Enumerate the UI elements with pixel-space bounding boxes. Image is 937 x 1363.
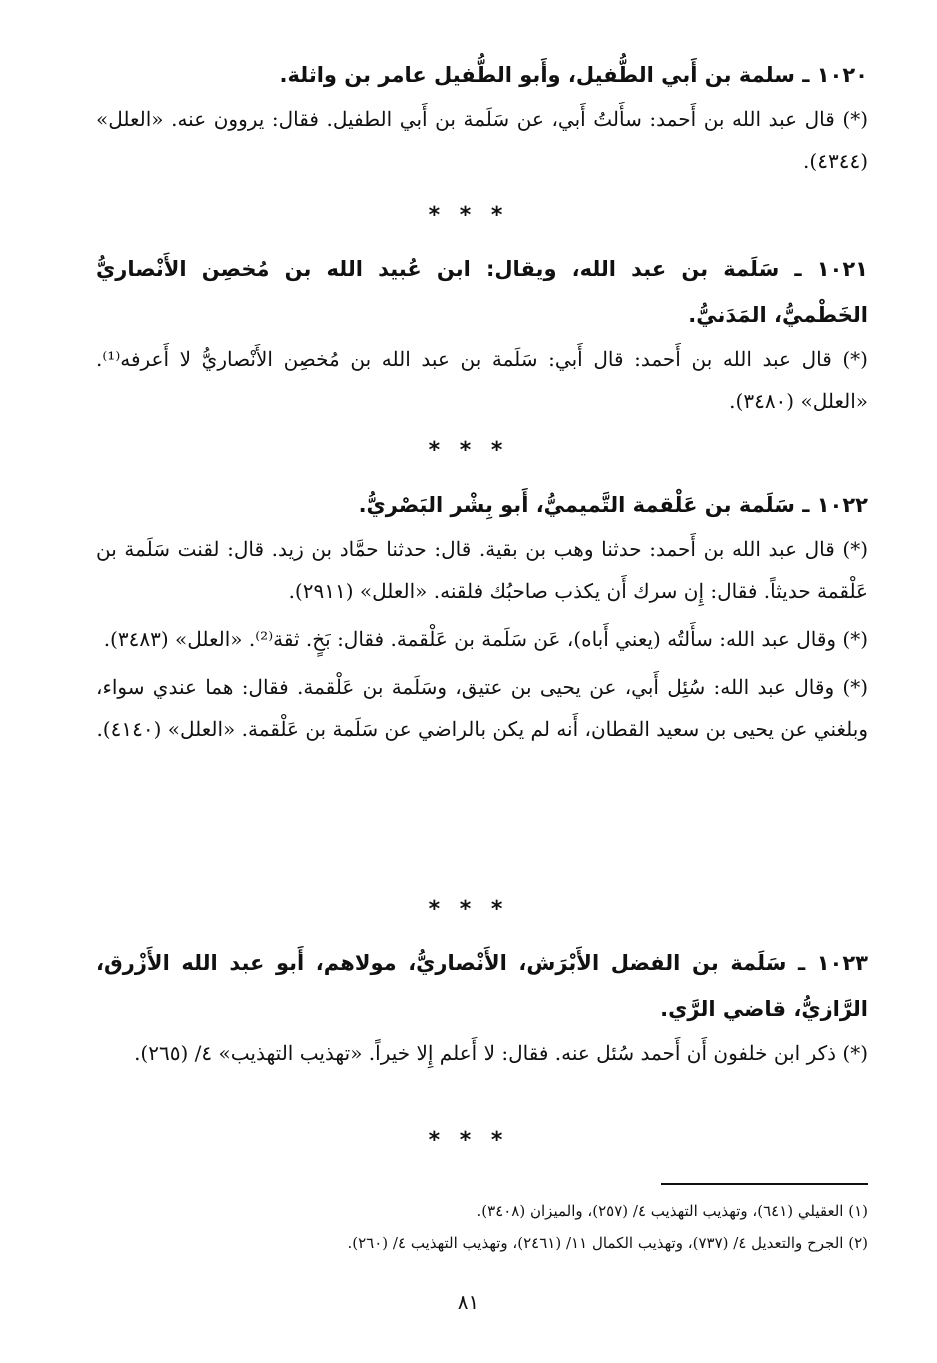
entry-1021 [96,246,868,422]
entry-1023 [96,940,868,1074]
entry-heading: ١٠٢٠ ـ سلمة بن أَبي الطُّفيل، وأَبو الطُّفيل عامر بن واثلة. [279,63,868,87]
footnote-1: (١) العقيلي (٦٤١)، وتهذيب التهذيب ٤/ (٢٥٧)، والميزان (٣٤٠٨). [476,1202,868,1220]
section-separator: * * * [428,1128,509,1153]
entry-heading: ١٠٢١ ـ سَلَمة بن عبد الله، ويقال: ابن عُبيد الله بن مُخصِن الأَنْصاريُّ الخَطْميُّ، المَدَنيُّ. [96,257,868,327]
entry-paragraph: (*) وقال عبد الله: سُئِل أَبي، عن يحيى بن عتيق، وسَلَمة بن عَلْقمة. فقال: هما عندي سواء، وبلغني عن يحيى بن سعيد القطان، أَنه لم يكن بالراضي عن سَلَمة بن عَلْقمة. «العلل» (٤١٤٠). [96,675,868,741]
footnote-2: (٢) الجرح والتعديل ٤/ (٧٣٧)، وتهذيب الكمال ١١/ (٢٤٦١)، وتهذيب التهذيب ٤/ (٢٦٠). [347,1234,868,1252]
entry-paragraph: (*) وقال عبد الله: سأَلتُه (يعني أَباه)، عَن سَلَمة بن عَلْقمة. فقال: بَخٍ. ثقة⁽²⁾. «العلل» (٣٤٨٣). [103,627,868,651]
entry-1022 [96,482,868,750]
entry-1020 [96,52,868,182]
section-separator: * * * [428,203,509,228]
entry-paragraph: (*) قال عبد الله بن أَحمد: سأَلتُ أَبي، عن سَلَمة بن أَبي الطفيل. فقال: يروون عنه. «العلل» (٤٣٤٤). [96,107,868,173]
page-number: ٨١ [457,1290,480,1314]
entry-paragraph: (*) قال عبد الله بن أَحمد: قال أَبي: سَلَمة بن عبد الله بن مُخصِن الأَنْصاريُّ لا أَعرفه⁽¹⁾. «العلل» (٣٤٨٠). [96,347,868,413]
section-separator: * * * [428,897,509,922]
entry-heading: ١٠٢٢ ـ سَلَمة بن عَلْقمة التَّميميُّ، أَبو بِشْر البَصْريُّ. [358,493,868,517]
entry-paragraph: (*) ذكر ابن خلفون أَن أَحمد سُئل عنه. فقال: لا أَعلم إِلا خيراً. «تهذيب التهذيب» ٤/ (٢٦٥). [134,1041,868,1065]
entry-paragraph: (*) قال عبد الله بن أَحمد: حدثنا وهب بن بقية. قال: حدثنا حمَّاد بن زيد. قال: لقنت سَلَمة بن عَلْقمة حديثاً. فقال: إِن سرك أَن يكذب صاحبُك فلقنه. «العلل» (٢٩١١). [96,537,868,603]
footnote-rule [661,1183,868,1185]
section-separator: * * * [428,438,509,463]
entry-heading: ١٠٢٣ ـ سَلَمة بن الفضل الأَبْرَش، الأَنْصاريُّ، مولاهم، أَبو عبد الله الأَزْرق، الرَّازيُّ، قاضي الرَّي. [96,951,868,1021]
